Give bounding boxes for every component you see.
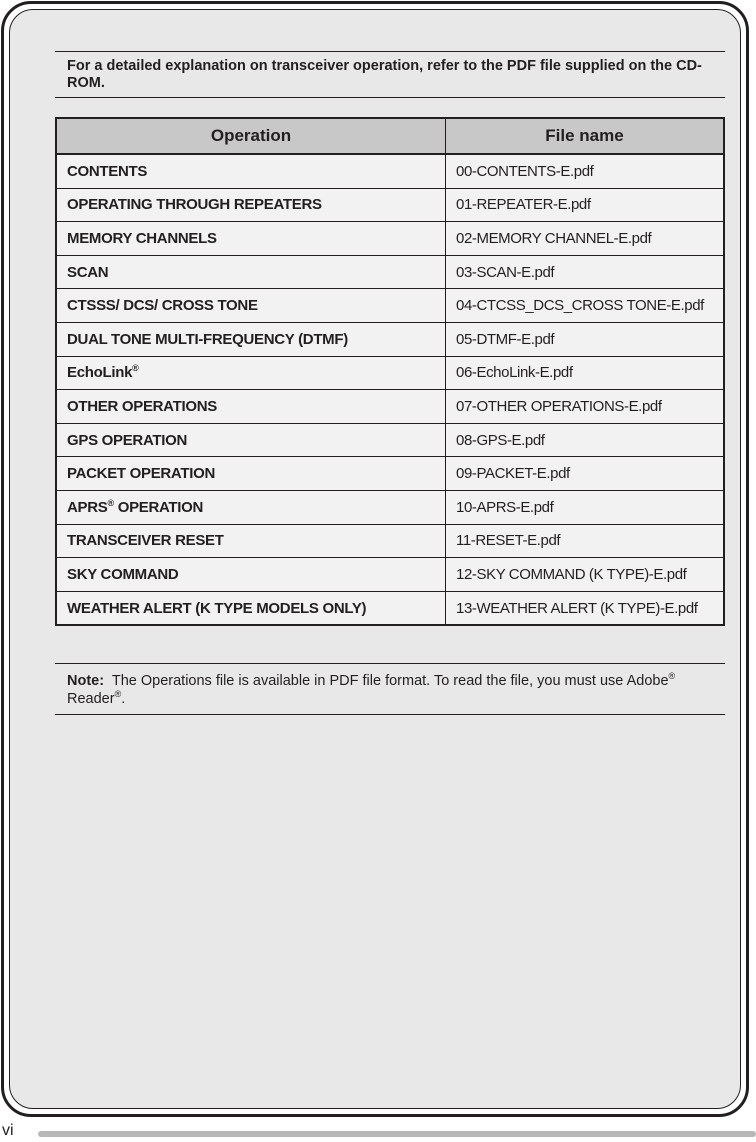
file-name-cell: 05-DTMF-E.pdf xyxy=(446,322,725,356)
registered-mark: ® xyxy=(114,689,122,700)
operation-name: SKY COMMAND xyxy=(67,565,179,583)
file-name-cell: 03-SCAN-E.pdf xyxy=(446,255,725,289)
note-box xyxy=(55,663,725,715)
file-name-cell: 09-PACKET-E.pdf xyxy=(446,457,725,491)
operation-cell xyxy=(56,423,446,457)
registered-mark: ® xyxy=(107,497,114,508)
note-text-end: . xyxy=(121,691,126,707)
operation-cell xyxy=(56,154,446,188)
operation-name: MEMORY CHANNELS xyxy=(67,229,217,247)
table-row xyxy=(56,356,724,390)
operation-cell xyxy=(56,390,446,424)
table-row xyxy=(56,423,724,457)
operation-cell xyxy=(56,289,446,323)
file-name-cell: 10-APRS-E.pdf xyxy=(446,490,725,524)
operations-table xyxy=(55,117,725,626)
file-name-cell: 08-GPS-E.pdf xyxy=(446,423,725,457)
operation-name: PACKET OPERATION xyxy=(67,465,215,483)
operation-name-suffix: OPERATION xyxy=(113,498,204,516)
operation-cell xyxy=(56,188,446,222)
header-operation: Operation xyxy=(56,118,446,154)
operation-cell xyxy=(56,490,446,524)
file-name-cell: 02-MEMORY CHANNEL-E.pdf xyxy=(446,222,725,256)
operation-name: SCAN xyxy=(67,263,109,281)
table-row xyxy=(56,255,724,289)
registered-mark: ® xyxy=(132,363,139,374)
table-row xyxy=(56,154,724,188)
table-header-row xyxy=(56,118,724,154)
operation-name: CONTENTS xyxy=(67,162,148,180)
table-row xyxy=(56,457,724,491)
operation-name: APRS xyxy=(67,498,108,516)
operation-cell xyxy=(56,255,446,289)
page-number: vi xyxy=(2,1122,14,1139)
operation-cell xyxy=(56,457,446,491)
operation-cell xyxy=(56,356,446,390)
table-row xyxy=(56,558,724,592)
table-row xyxy=(56,524,724,558)
file-name-cell: 07-OTHER OPERATIONS-E.pdf xyxy=(446,390,725,424)
registered-mark: ® xyxy=(668,671,676,682)
note-label: Note: xyxy=(67,673,105,689)
operation-cell xyxy=(56,558,446,592)
table-row xyxy=(56,289,724,323)
table-row xyxy=(56,188,724,222)
file-name-cell: 11-RESET-E.pdf xyxy=(446,524,725,558)
table-row xyxy=(56,591,724,625)
file-name-cell: 06-EchoLink-E.pdf xyxy=(446,356,725,390)
operation-cell xyxy=(56,322,446,356)
table-row xyxy=(56,390,724,424)
operation-name: WEATHER ALERT (K TYPE MODELS ONLY) xyxy=(67,599,367,617)
operation-name: DUAL TONE MULTI-FREQUENCY (DTMF) xyxy=(67,330,348,348)
operation-cell xyxy=(56,222,446,256)
table-body xyxy=(56,154,724,625)
note-text-product: Reader xyxy=(67,691,115,707)
operation-name: GPS OPERATION xyxy=(67,431,188,449)
page-footer-bar xyxy=(38,1131,756,1137)
operation-name: OTHER OPERATIONS xyxy=(67,397,217,415)
operation-name: TRANSCEIVER RESET xyxy=(67,532,224,550)
operation-cell xyxy=(56,591,446,625)
file-name-cell: 13-WEATHER ALERT (K TYPE)-E.pdf xyxy=(446,591,725,625)
file-name-cell: 04-CTCSS_DCS_CROSS TONE-E.pdf xyxy=(446,289,725,323)
table-row xyxy=(56,490,724,524)
operation-name: EchoLink xyxy=(67,364,133,382)
file-name-cell: 01-REPEATER-E.pdf xyxy=(446,188,725,222)
operation-name: CTSSS/ DCS/ CROSS TONE xyxy=(67,297,258,315)
file-name-cell: 00-CONTENTS-E.pdf xyxy=(446,154,725,188)
operation-name: OPERATING THROUGH REPEATERS xyxy=(67,196,322,214)
intro-text: For a detailed explanation on transceiver operation, refer to the PDF file supplied on the CD-ROM. xyxy=(55,51,725,98)
note-text: The Operations file is available in PDF file format. To read the file, you must use Adobe xyxy=(111,673,669,689)
file-name-cell: 12-SKY COMMAND (K TYPE)-E.pdf xyxy=(446,558,725,592)
table-row xyxy=(56,322,724,356)
table-row xyxy=(56,222,724,256)
header-file-name: File name xyxy=(446,118,725,154)
operation-cell xyxy=(56,524,446,558)
